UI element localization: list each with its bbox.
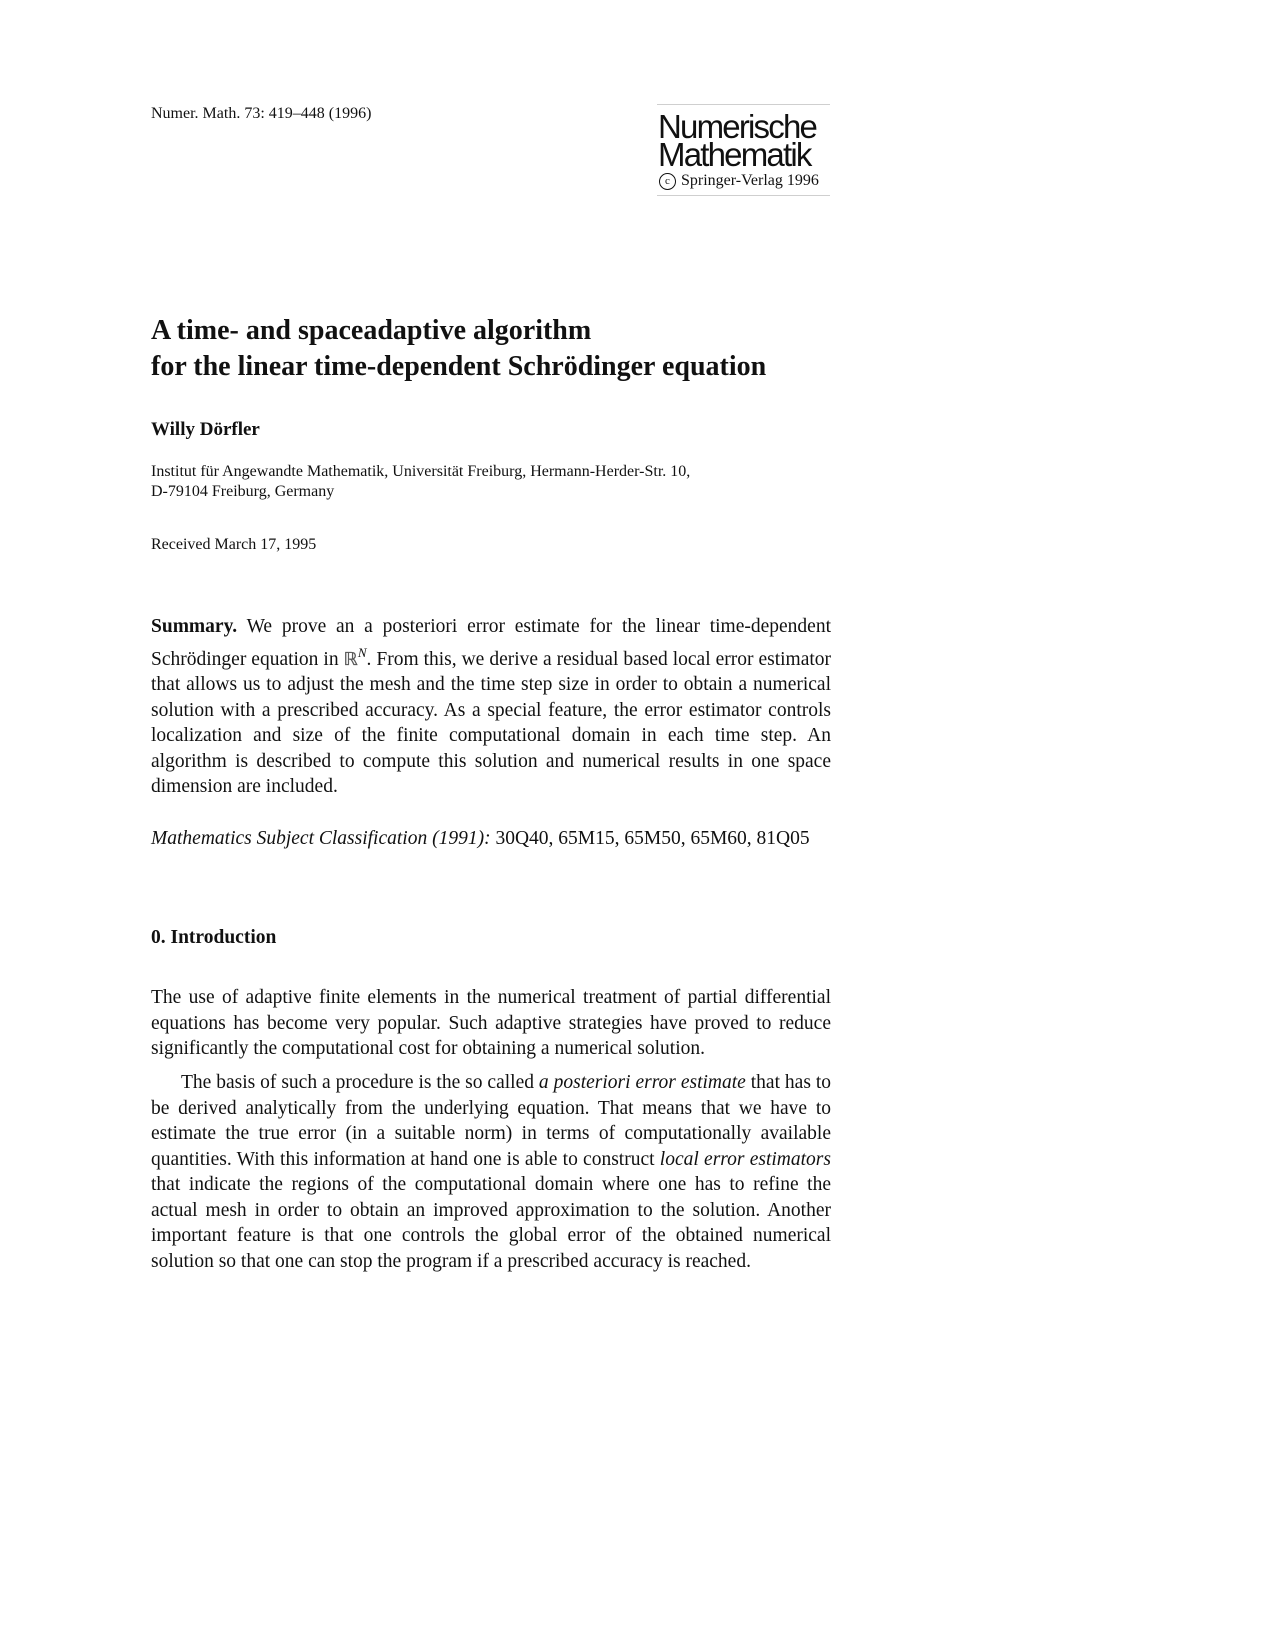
introduction-paragraph-2 — [151, 1070, 831, 1274]
emphasis-local-error-estimators: local error estimators — [659, 1148, 831, 1170]
summary-paragraph — [151, 614, 831, 800]
journal-name-line1: Numerische — [658, 108, 817, 145]
classification-codes: 30Q40, 65M15, 65M50, 65M60, 81Q05 — [495, 828, 810, 849]
author-name: Willy Dörfler — [151, 419, 260, 440]
introduction-heading: 0. Introduction — [151, 927, 277, 948]
title-line-1: A time- and spaceadaptive algorithm — [151, 315, 592, 346]
subject-classification — [151, 826, 831, 852]
affiliation-line-2: D-79104 Freiburg, Germany — [151, 483, 335, 500]
copyright-notice — [659, 171, 819, 191]
classification-paragraph — [151, 826, 831, 852]
summary-text-1: We prove an a posteriori error estimate for the linear time-dependent Schrödinger equation in — [151, 616, 831, 670]
summary-section — [151, 614, 831, 800]
affiliation-line-1: Institut für Angewandte Mathematik, Universität Freiburg, Hermann-Herder-Str. 10, — [151, 463, 691, 480]
p2-text-3: that indicate the regions of the computational domain where one has to refine the actual mesh in order to obtain an improved approximation to the solution. Another important feature is that one controls the global error of the obtained numerical solution so that one can stop the program if a prescribed accuracy is reached. — [151, 1174, 831, 1272]
summary-label: Summary. — [151, 616, 238, 637]
author-affiliation — [151, 462, 690, 502]
classification-label: Mathematics Subject Classification (1991): — [151, 828, 491, 849]
introduction-paragraph-1 — [151, 985, 831, 1062]
p2-text-1: The basis of such a procedure is the so called — [181, 1072, 534, 1093]
paper-title — [151, 313, 871, 385]
paragraph-text: The use of adaptive finite elements in the numerical treatment of partial differential equations has become very popular. Such adaptive strategies have proved to reduce significantly the computational cost for obtaining a numerical solution. — [151, 987, 831, 1059]
dimension-exponent: N — [357, 644, 367, 660]
copyright-icon: c — [659, 173, 676, 190]
journal-reference: Numer. Math. 73: 419–448 (1996) — [151, 105, 372, 122]
journal-name-line2: Mathematik — [658, 136, 811, 173]
paragraph-text — [151, 1070, 831, 1274]
title-line-2: for the linear time-dependent Schrödinger equation — [151, 351, 767, 382]
p2-text-2: that has to be derived analytically from the underlying equation. That means that we have to estimate the true error (in a suitable norm) in terms of computationally available quantities. With this information at hand one is able to construct — [151, 1072, 832, 1170]
copyright-text: Springer-Verlag 1996 — [681, 172, 819, 189]
emphasis-a-posteriori: a posteriori error estimate — [538, 1072, 746, 1093]
received-date: Received March 17, 1995 — [151, 536, 317, 553]
real-numbers-symbol: ℝ — [343, 648, 358, 670]
journal-logo — [657, 104, 830, 196]
summary-text-2: . From this, we derive a residual based local error estimator that allows us to adjust the mesh and the time step size in order to obtain a numerical solution with a prescribed accuracy. As a special feature, the error estimator controls localization and size of the finite computational domain in each time step. An algorithm is described to compute this solution and numerical results in one space dimension are included. — [151, 648, 832, 797]
